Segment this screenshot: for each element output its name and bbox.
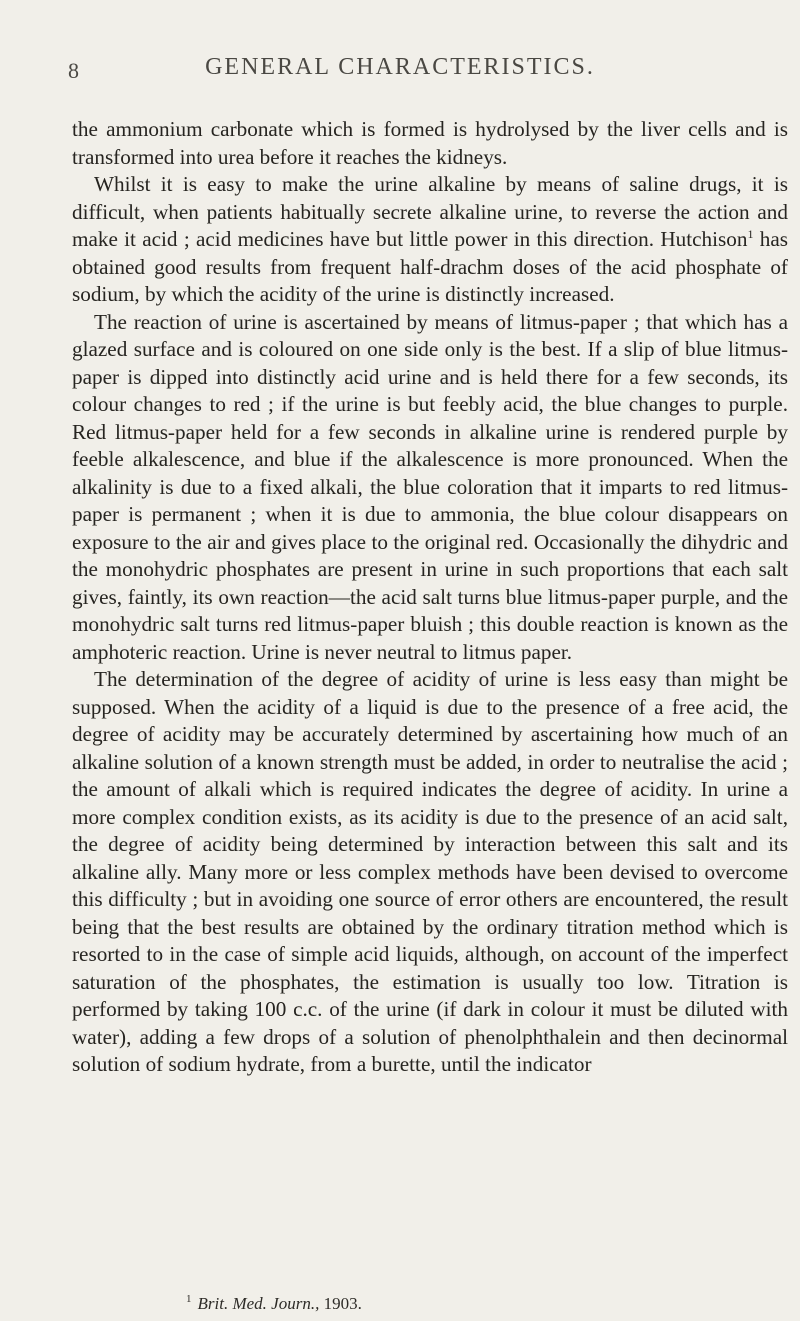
paragraph-3	[72, 309, 788, 667]
paragraph-1	[72, 116, 788, 171]
paragraph-2-text-b: has obtained good results from frequent half-drachm doses of the acid phosphate of sodium, by which the acidity of the urine is distinctly increased.	[72, 227, 788, 306]
paragraph-4	[72, 666, 788, 1079]
paragraph-2-text-a: Whilst it is easy to make the urine alkaline by means of saline drugs, it is difficult, when patients habitually secrete alkaline urine, to reverse the action and make it acid ; acid medicines have but little power in this direction. Hutchison	[72, 172, 788, 251]
footnote-source: Brit. Med. Journ.,	[197, 1294, 320, 1313]
footnote-year: 1903.	[319, 1294, 362, 1313]
page-number: 8	[68, 58, 79, 83]
footnote-mark: 1	[186, 1293, 192, 1306]
page-header	[0, 44, 800, 84]
paragraph-4-text: The determination of the degree of acidity of urine is less easy than might be supposed. When the acidity of a liquid is due to the presence of a free acid, the degree of acidity may be accurately determined by ascertaining how much of an alkaline solution of a known strength must be added, in order to neutralise the acid ; the amount of alkali which is required indicates the degree of acidity. In urine a more complex condition exists, as its acidity is due to the presence of an acid salt, the degree of acidity being determined by interaction between this salt and its alkaline ally. Many more or less complex methods have been devised to overcome this difficulty ; but in avoiding one source of error others are encountered, the result being that the best results are obtained by the ordinary titration method which is resorted to in the case of simple acid liquids, although, on account of the imperfect saturation of the phosphates, the estimation is usually too low. Titration is performed by taking 100 c.c. of the urine (if dark in colour it must be diluted with water), adding a few drops of a solution of phenolphthalein and then decinormal solution of sodium hydrate, from a burette, until the indicator	[72, 667, 788, 1076]
footnote-reference: 1	[747, 226, 754, 241]
running-head: GENERAL CHARACTERISTICS.	[205, 54, 595, 80]
paragraph-2	[72, 171, 788, 309]
paragraph-3-text: The reaction of urine is ascertained by means of litmus-paper ; that which has a glazed surface and is coloured on one side only is the best. If a slip of blue litmus-paper is dipped into distinctly acid urine and is held there for a few seconds, its colour changes to red ; if the urine is but feebly acid, the blue changes to purple. Red litmus-paper held for a few seconds in alkaline urine is rendered purple by feeble alkalescence, and blue if the alkalescence is more pronounced. When the alkalinity is due to a fixed alkali, the blue coloration that it imparts to red litmus-paper is permanent ; when it is due to ammonia, the blue colour disappears on exposure to the air and gives place to the original red. Occasionally the dihydric and the monohydric phosphates are present in urine in such proportions that each salt gives, faintly, its own reaction—the acid salt turns blue litmus-paper purple, and the monohydric salt turns red litmus-paper bluish ; this double reaction is known as the amphoteric reaction. Urine is never neutral to litmus paper.	[72, 309, 788, 664]
footnote	[186, 1294, 362, 1314]
paragraph-1-text: the ammonium carbonate which is formed is hydrolysed by the liver cells and is transformed into urea before it reaches the kidneys.	[72, 117, 788, 169]
body-text	[72, 116, 788, 1079]
